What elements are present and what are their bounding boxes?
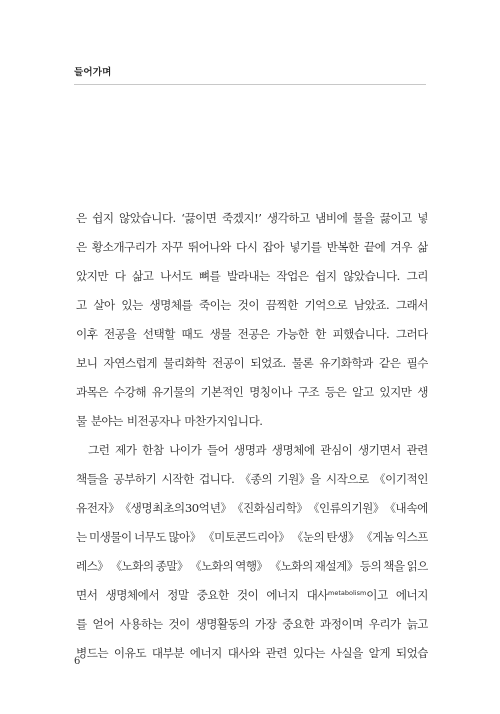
text-line: 았지만 다 삶고 나서도 뼈를 발라내는 작업은 쉽지 않았습니다. 그리	[76, 269, 428, 283]
page-number: 6	[74, 656, 81, 667]
body-text	[76, 204, 428, 668]
text-line: 고 살아 있는 생명체를 죽이는 것이 끔찍한 기억으로 남았죠. 그래서	[76, 298, 428, 312]
text-line: 은 황소개구리가 자꾸 뛰어나와 다시 잡아 넣기를 반복한 끝에 겨우 삶	[76, 240, 428, 254]
text-line: 이후 전공을 선택할 때도 생물 전공은 가능한 한 피했습니다. 그러다	[76, 327, 428, 341]
text-line: 는 미생물이 너무도 많아》 《미토콘드리아》 《눈의 탄생》 《게놈 익스프	[76, 530, 428, 544]
superscript-term: metabolism	[328, 589, 367, 597]
text-line: 은 쉽지 않았습니다. ‘끓이면 죽겠지!’ 생각하고 냄비에 물을 끓이고 넣	[76, 211, 428, 225]
text-line: 그런 제가 한참 나이가 들어 생명과 생명체에 관심이 생기면서 관련	[88, 443, 428, 457]
header-divider	[74, 84, 426, 85]
text-line: 레스》 《노화의 종말》 《노화의 역행》 《노화의 재설계》 등의 책을 읽으	[76, 559, 428, 573]
text-line: 물 분야는 비전공자나 마찬가지입니다.	[76, 414, 263, 428]
text-line: 유전자》 《생명 최초의 30억 년》 《진화심리학》 《인류의 기원》 《내 속에	[76, 501, 428, 515]
text-line: 병드는 이유도 대부분 에너지 대사와 관련 있다는 사실을 알게 되었습	[76, 646, 428, 660]
section-title: 들어가며	[74, 67, 112, 78]
text-line: 면서 생명체에서 정말 중요한 것이 에너지 대사$^{metabolism}$이고 에너지	[76, 588, 428, 602]
text-line: 보니 자연스럽게 물리화학 전공이 되었죠. 물론 유기화학과 같은 필수	[76, 356, 428, 370]
text-line: 를 얻어 사용하는 것이 생명활동의 가장 중요한 과정이며 우리가 늙고	[76, 617, 428, 631]
text-line: 책들을 공부하기 시작한 겁니다. 《종의 기원》을 시작으로 《이기적인	[76, 472, 428, 486]
text-line: 과목은 수강해 유기물의 기본적인 명칭이나 구조 등은 알고 있지만 생	[76, 385, 428, 399]
